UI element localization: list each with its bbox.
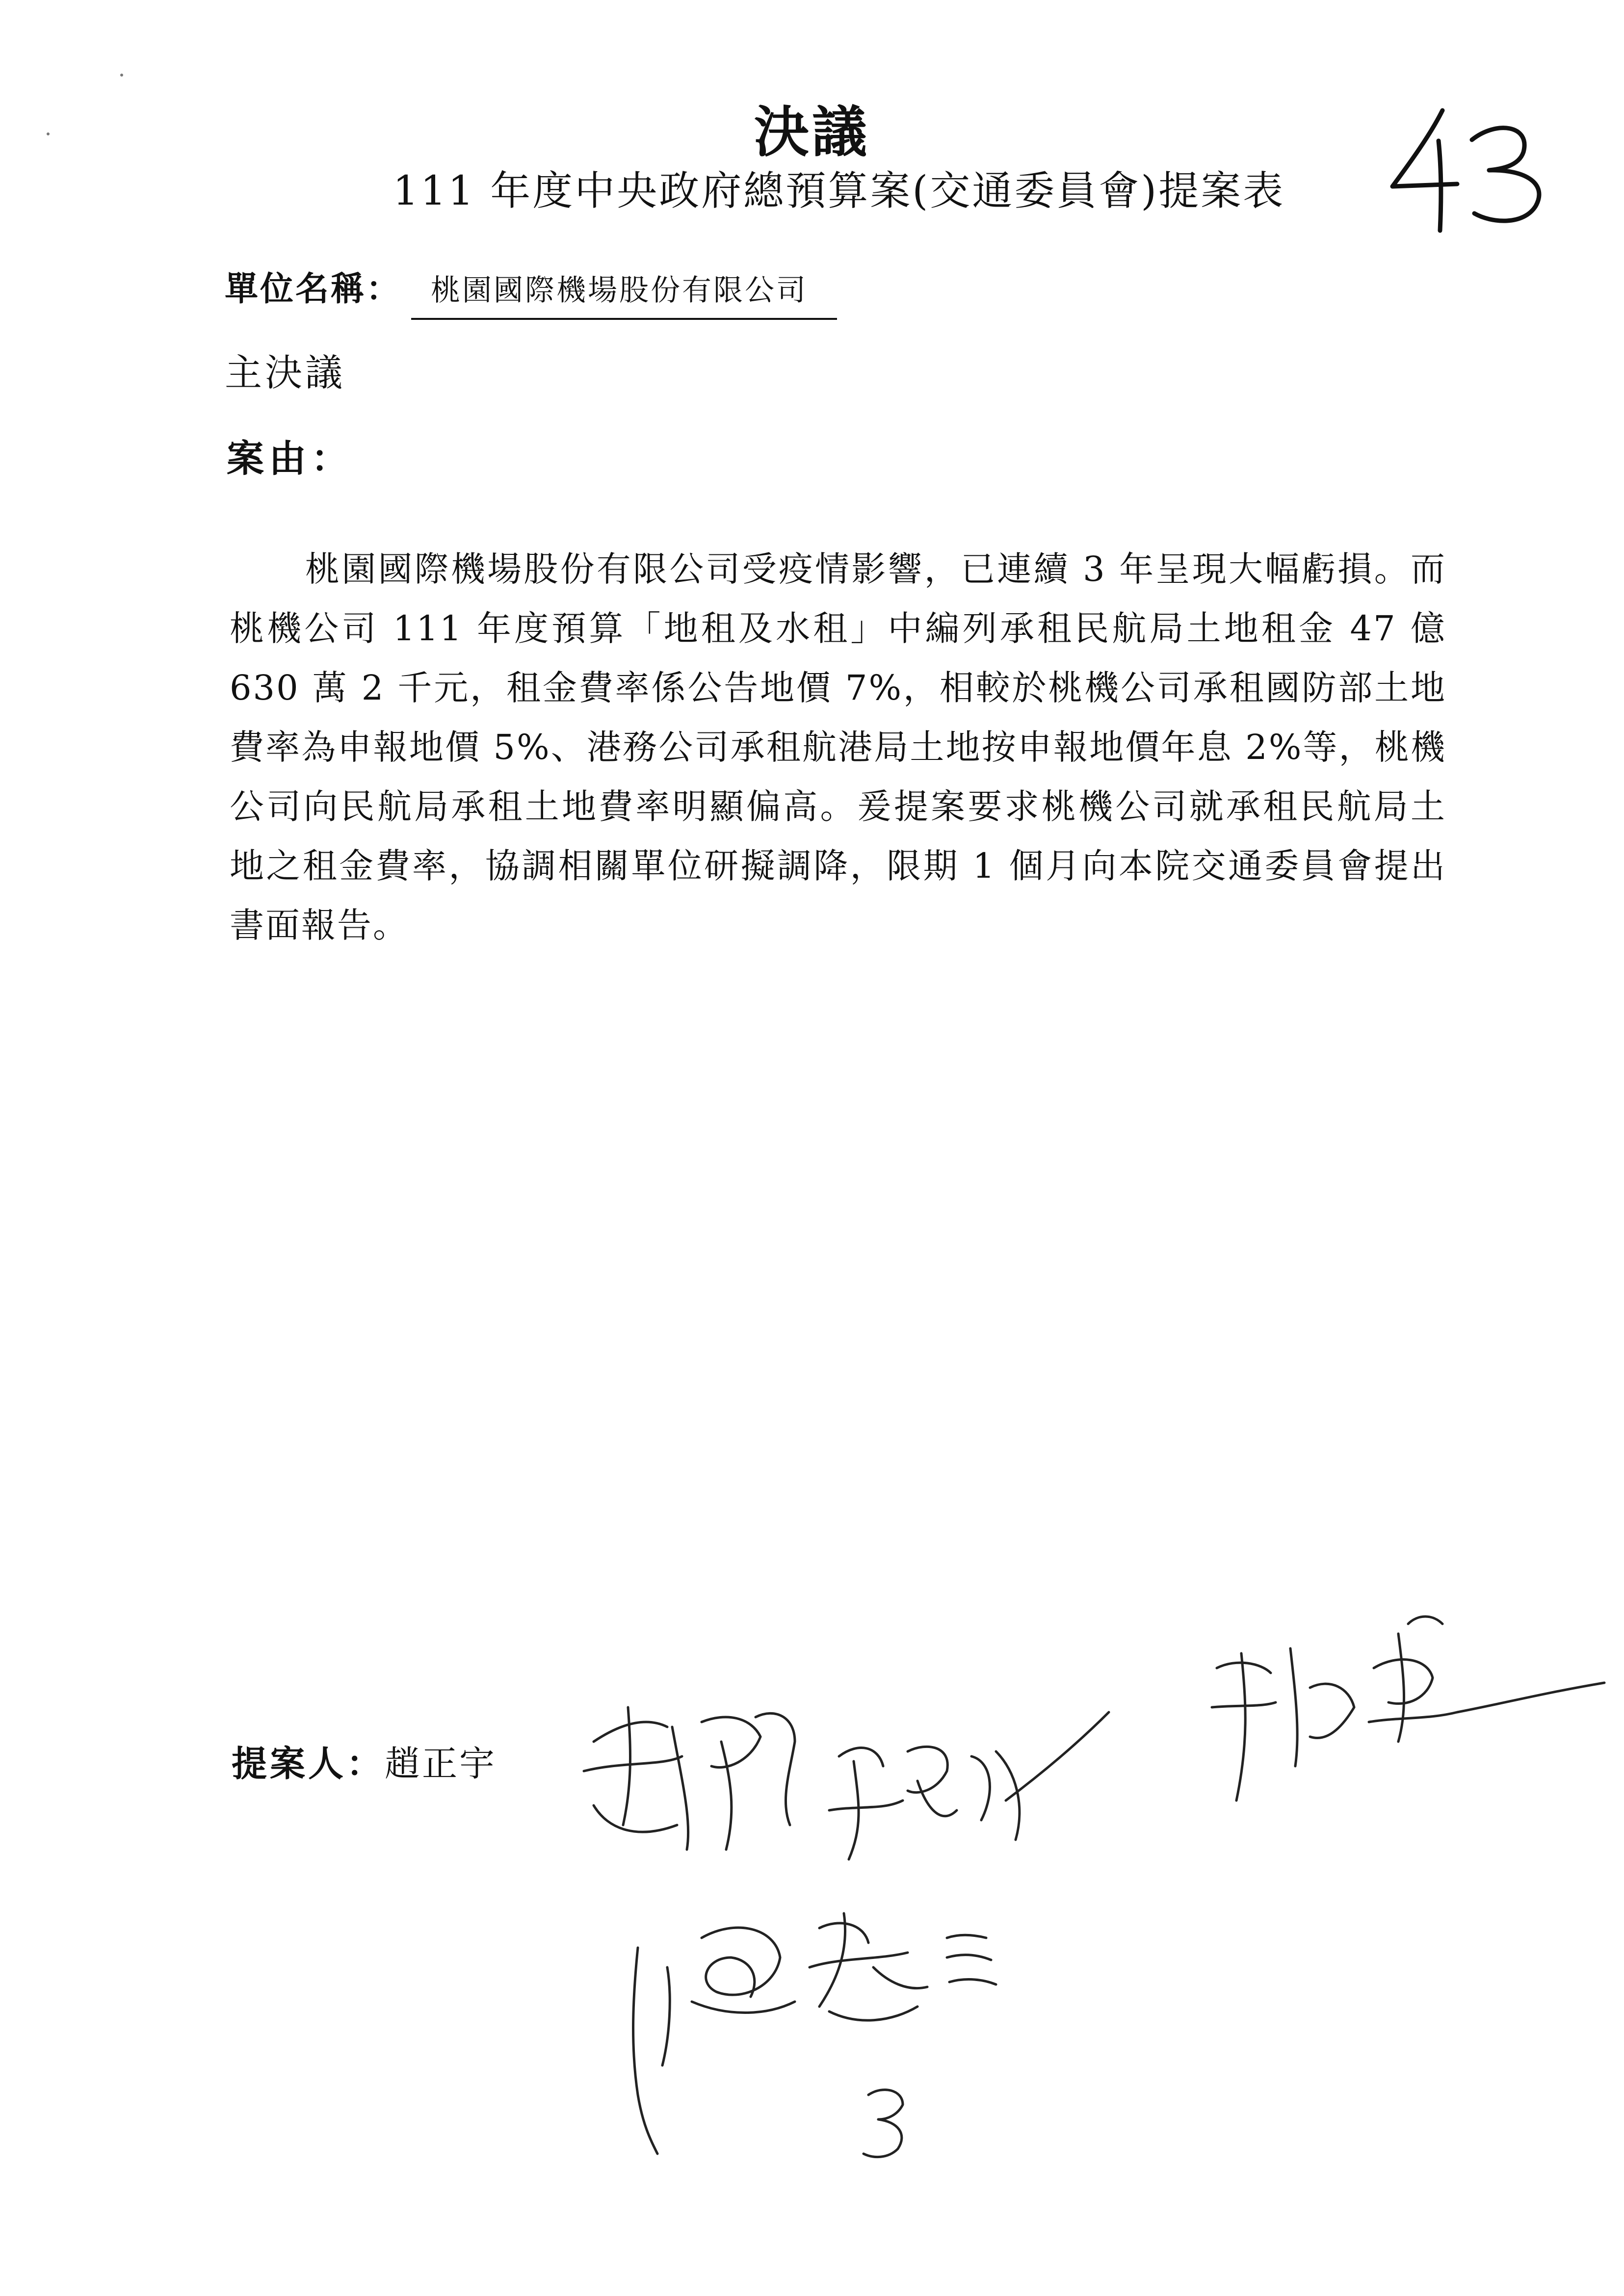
proposer-name: 趙正宇: [385, 1743, 497, 1784]
signature-stroke: [971, 1712, 1109, 1840]
unit-label: 單位名稱：: [225, 270, 402, 309]
handwritten-page-number: [1384, 105, 1550, 238]
main-resolution-heading: 主決議: [225, 351, 345, 394]
document-title: 決議: [754, 101, 870, 164]
proposer-label: 提案人：: [232, 1743, 385, 1784]
signature-stroke: [633, 1948, 670, 2154]
signature-stroke: [584, 1707, 688, 1850]
scan-speck: [120, 74, 123, 77]
proposer-row: [232, 1737, 497, 1791]
handwritten-signatures: [564, 1594, 1619, 2183]
signature-stroke: [692, 1928, 795, 2012]
scan-speck: [47, 132, 50, 135]
case-label: 案由：: [227, 437, 353, 480]
signature-stroke: [702, 1713, 795, 1850]
signature-stroke: [829, 1747, 957, 1859]
unit-name: 桃園國際機場股份有限公司: [411, 266, 837, 320]
case-body: 桃園國際機場股份有限公司受疫情影響，已連續 3 年呈現大幅虧損。而桃機公司 111 年度預算「地租及水租」中編列承租民航局土地租金 47 億 630 萬 2 千元，租金費率係公告地價 7%，相較於桃機公司承租國防部土地費率為申報地價 5%、港務公司承租航港局土地按申報地價年息 2%等，桃機公司向民航局承租土地費率明顯偏高。爰提案要求桃機公司就承租民航局土地之租金費率，協調相關單位研擬調降，限期 1 個月向本院交通委員會提出書面報告。: [230, 549, 1446, 945]
signature-stroke: [864, 2090, 903, 2157]
signature-stroke: [1212, 1648, 1354, 1800]
signature-stroke: [810, 1913, 927, 2020]
signature-stroke: [1369, 1617, 1604, 1742]
signature-stroke: [947, 1935, 996, 1984]
unit-row: [225, 265, 837, 320]
document-subtitle: 111 年度中央政府總預算案(交通委員會)提案表: [393, 168, 1285, 214]
